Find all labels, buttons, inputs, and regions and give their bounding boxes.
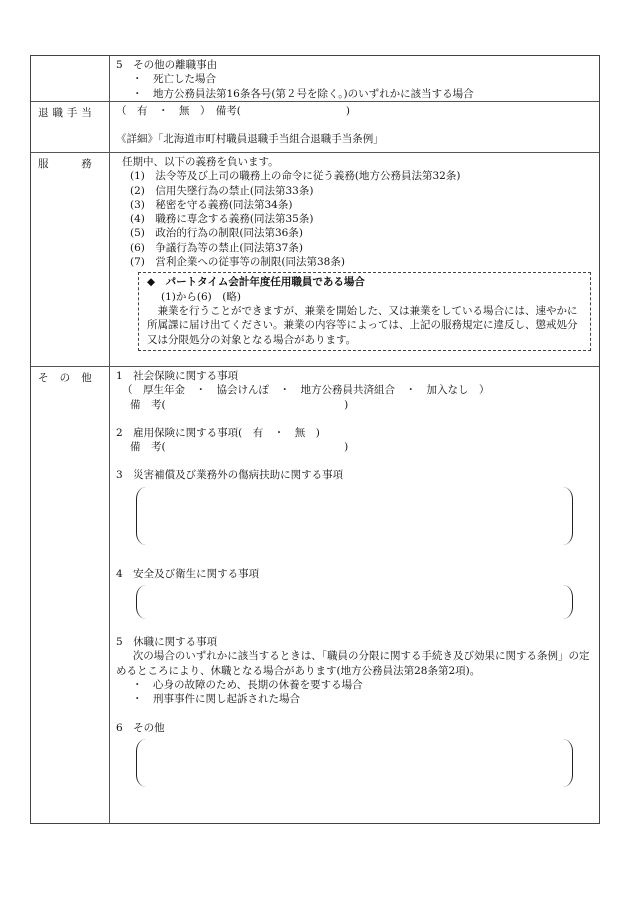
retirement-allowance-content <box>110 102 599 152</box>
part-time-note-body: 兼業を行うことができますが、兼業を開始した、又は兼業をしている場合には、速やかに所属課に届け出てください。兼業の内容等によっては、上記の服務規定に違反し、懲戒処分又は分限処分の対象となる場合があります。 <box>147 304 578 346</box>
misc-title: 6 その他 <box>116 721 165 734</box>
separation-death: ・ 死亡した場合 <box>132 73 216 86</box>
other-separation-title: 5 その他の離職事由 <box>116 59 218 71</box>
social-insurance-options: （ 厚生年金 ・ 協会けんぽ ・ 地方公務員共済組合 ・ 加入なし ） <box>122 384 490 397</box>
duty-item: (3) 秘密を守る義務(同法第34条) <box>130 198 293 211</box>
employment-insurance-title: 2 雇用保険に関する事項( 有 ・ 無 ) <box>116 426 320 439</box>
row-label-empty <box>31 56 110 101</box>
duty-item: (4) 職務に専念する義務(同法第35条) <box>130 213 314 226</box>
duties-row <box>31 153 599 367</box>
social-insurance-remark: 備 考( ) <box>130 398 349 411</box>
duties-label: 服 務 <box>31 153 110 366</box>
employment-insurance-remark: 備 考( ) <box>130 441 349 454</box>
others-row <box>31 367 599 823</box>
safety-health-bracket-box <box>136 585 573 619</box>
misc-bracket-box <box>136 739 573 787</box>
duty-item: (5) 政治的行為の制限(同法第36条) <box>130 227 303 240</box>
safety-health-title: 4 安全及び衛生に関する事項 <box>116 567 260 580</box>
separation-law16: ・ 地方公務員法第16条各号(第２号を除く。)のいずれかに該当する場合 <box>132 87 474 100</box>
separation-reasons-content <box>110 56 599 101</box>
leave-bullet: ・ 刑事事件に関し起訴された場合 <box>132 693 300 706</box>
others-content <box>110 367 599 823</box>
retirement-allowance-label: 退 職 手 当 <box>31 102 110 152</box>
leave-title: 5 休職に関する事項 <box>116 636 218 649</box>
others-label: そ の 他 <box>31 367 110 823</box>
leave-body: 次の場合のいずれかに該当するときは、「職員の分限に関する手続き及び効果に関する条例」の定めるところにより、休職となる場合があります(地方公務員法第28条第2項)。 <box>116 650 590 677</box>
retirement-allowance-row <box>31 102 599 153</box>
duty-item: (2) 信用失墜行為の禁止(同法第33条) <box>130 184 314 197</box>
part-time-note-box <box>138 272 591 350</box>
separation-reasons-row <box>31 56 599 102</box>
duties-intro: 任期中、以下の義務を負います。 <box>122 156 279 168</box>
leave-bullet: ・ 心身の故障のため、長期の休養を要する場合 <box>132 678 363 691</box>
contract-table <box>30 55 600 824</box>
part-time-note-heading: ◆ パートタイム会計年度任用職員である場合 <box>147 276 365 289</box>
accident-compensation-title: 3 災害補償及び業務外の傷病扶助に関する事項 <box>116 469 344 482</box>
accident-compensation-bracket-box <box>136 487 573 545</box>
duty-item: (7) 営利企業への従事等の制限(同法第38条) <box>130 256 345 269</box>
duty-item: (6) 争議行為等の禁止(同法第37条) <box>130 241 303 254</box>
social-insurance-title: 1 社会保険に関する事項 <box>116 370 239 382</box>
duties-content <box>110 153 599 366</box>
duty-item: (1) 法令等及び上司の職務上の命令に従う義務(地方公務員法第32条) <box>130 170 461 183</box>
part-time-note-line1: (1)から(6) (略) <box>161 290 241 303</box>
retirement-allowance-options: （ 有 ・ 無 ） 備考( ) <box>116 105 350 117</box>
retirement-allowance-detail: 《詳細》「北海道市町村職員退職手当組合退職手当条例」 <box>116 133 384 146</box>
